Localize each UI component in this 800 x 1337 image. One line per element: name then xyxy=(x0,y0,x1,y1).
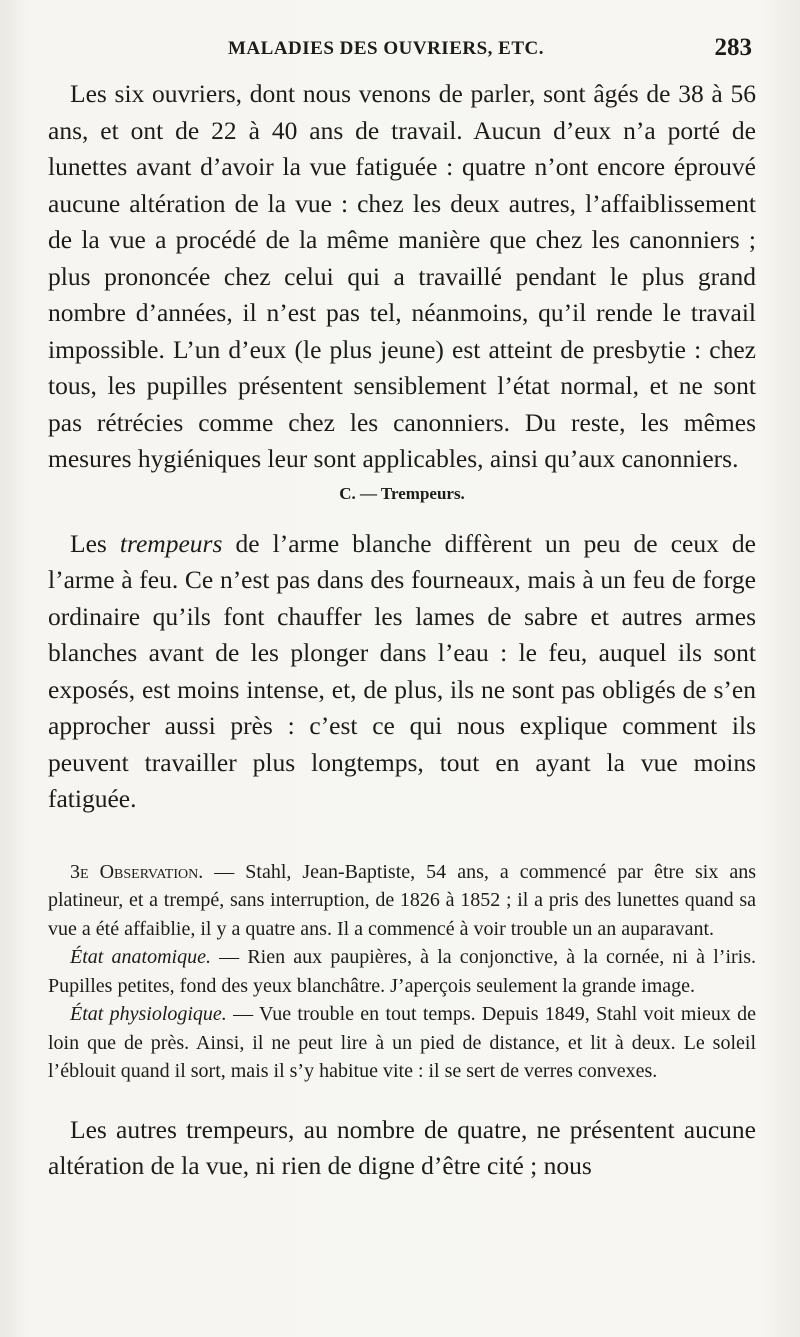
physiologique-label: État physiologique. xyxy=(70,1003,227,1025)
observation-text: — Stahl, Jean-Baptiste, 54 ans, a commencé par être six ans platineur, et a trempé, sans interruption, de 1826 à 1852 ; il a pris des lunettes quand sa vue a été affaiblie, il y a quatre ans. Il a commencé à voir trouble un an auparavant. xyxy=(48,860,756,940)
section-heading xyxy=(48,484,756,504)
anatomique-text: — Rien aux paupières, à la conjonctive, à la cornée, ni à l’iris. Pupilles petites, fond des yeux blanchâtre. J’aperçois seulement la grande image. xyxy=(48,946,757,997)
para2-start: Les xyxy=(70,528,120,558)
observation-physiologique xyxy=(48,1000,756,1086)
running-title: MALADIES DES OUVRIERS, ETC. xyxy=(228,38,544,59)
para2-rest: de l’arme blanche diffèrent un peu de ceux de l’arme à feu. Ce n’est pas dans des fourneaux, mais à un feu de forge ordinaire qu’ils font chauffer les lames de sabre et autres armes blanches avant de les plonger dans l’eau : le feu, auquel ils sont exposés, est moins intense, et, de plus, ils ne sont pas obligés de s’en approcher aussi près : c’est ce qui nous explique comment ils peuvent travailler plus longtemps, tout en ayant la vue moins fatiguée. xyxy=(48,528,756,813)
paragraph-six-workers: Les six ouvriers, dont nous venons de parler, sont âgés de 38 à 56 ans, et ont de 22 à 40 ans de travail. Aucun d’eux n’a porté de lunettes avant d’avoir la vue fatiguée : quatre n’ont encore éprouvé aucune altération de la vue : chez les deux autres, l’affaiblissement de la vue a procédé de la même manière que chez les canonniers ; plus prononcée chez celui qui a travaillé pendant le plus grand nombre d’années, il n’est pas tel, néanmoins, qu’il rende le travail impossible. L’un d’eux (le plus jeune) est atteint de presbytie : chez tous, les pupilles présentent sensiblement l’état normal, et ne sont pas rétrécies comme chez les canonniers. Du reste, les mêmes mesures hygiéniques leur sont applicables, ainsi qu’aux canonniers. xyxy=(48,79,756,473)
page-body xyxy=(48,76,756,1185)
section-title: Trempeurs. xyxy=(380,483,465,503)
page-number: 283 xyxy=(714,34,752,61)
section-prefix: C. — xyxy=(339,483,377,503)
observation-anatomique xyxy=(48,943,756,1000)
para2-term: trempeurs xyxy=(119,528,223,558)
page-header xyxy=(48,34,756,68)
paragraph-autres-trempeurs: Les autres trempeurs, au nombre de quatre, ne présentent aucune altération de la vue, ni rien de digne d’être cité ; nous xyxy=(48,1114,756,1180)
physiologique-text: — Vue trouble en tout temps. Depuis 1849, Stahl voit mieux de loin que de près. Ainsi, il ne peut lire à un pied de distance, et lit à deux. Le soleil l’éblouit quand il sort, mais il s’y habitue vite : il se sert de verres convexes. xyxy=(48,1003,756,1082)
paragraph-trempeurs xyxy=(48,526,756,818)
observation-intro xyxy=(48,858,756,944)
observation-label: 3e Observation. xyxy=(70,860,204,883)
anatomique-label: État anatomique. xyxy=(70,946,211,968)
